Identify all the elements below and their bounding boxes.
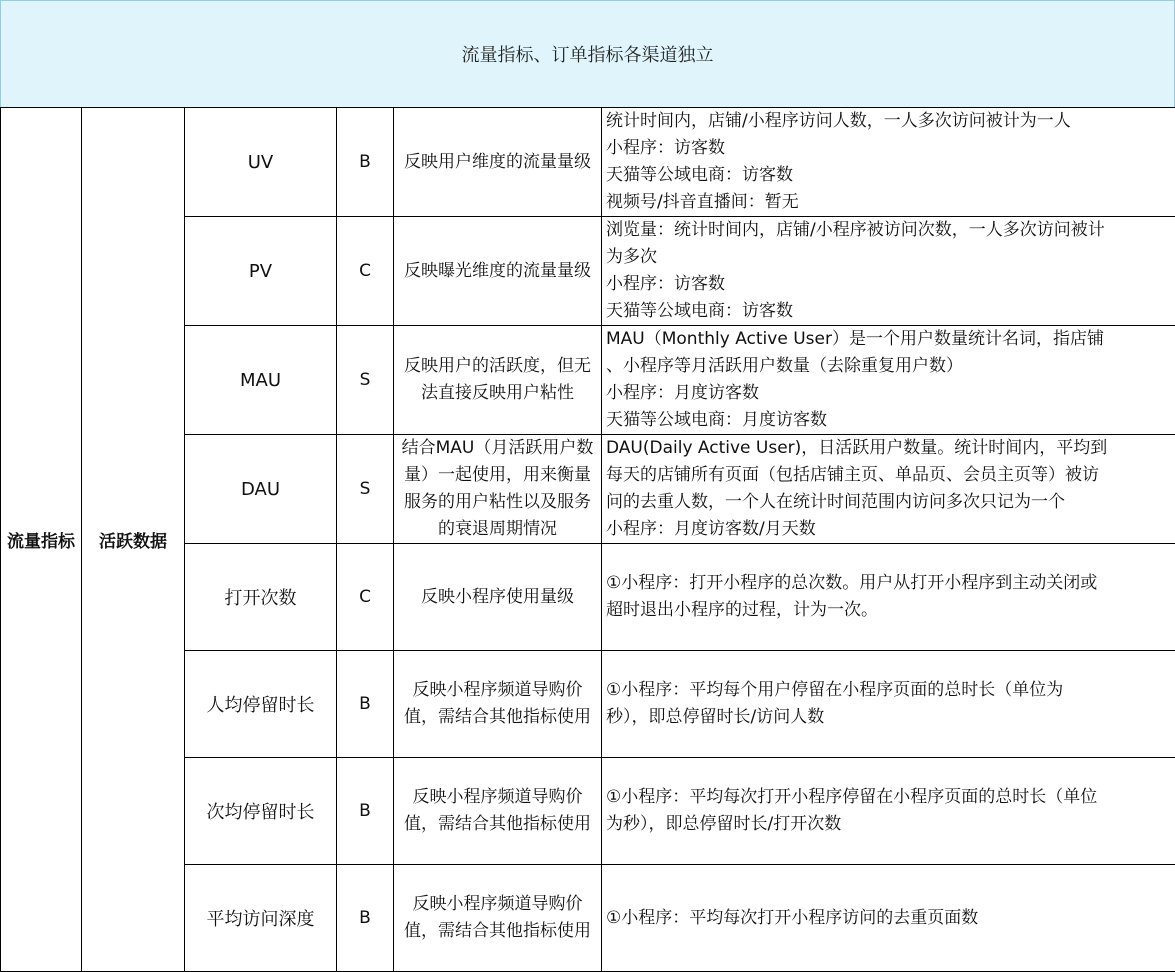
priority-level-cell[interactable]: S xyxy=(337,326,394,435)
definition-line: ①小程序：打开小程序的总次数。用户从打开小程序到主动关闭或 xyxy=(606,570,1171,597)
definition-cell[interactable] xyxy=(602,544,1175,651)
definition-line: MAU（Monthly Active User）是一个用户数量统计名词，指店铺 xyxy=(606,326,1171,353)
priority-level-cell[interactable]: C xyxy=(337,544,394,651)
definition-line: 小程序：月度访客数/月天数 xyxy=(606,516,1171,543)
metric-name-cell[interactable]: MAU xyxy=(185,326,337,435)
definition-line: 小程序：月度访客数 xyxy=(606,380,1171,407)
definition-line: 天猫等公域电商：月度访客数 xyxy=(606,407,1171,434)
definition-line: 浏览量：统计时间内，店铺/小程序被访问次数，一人多次访问被计 xyxy=(606,217,1171,244)
definition-line: 问的去重人数，一个人在统计时间范围内访问多次只记为一个 xyxy=(606,489,1171,516)
meaning-cell[interactable]: 反映曝光维度的流量量级 xyxy=(394,217,602,326)
definition-line: 为多次 xyxy=(606,244,1171,271)
definition-line: 统计时间内，店铺/小程序访问人数，一人多次访问被计为一人 xyxy=(606,108,1171,135)
definition-cell[interactable] xyxy=(602,326,1175,435)
metric-name-cell[interactable]: 人均停留时长 xyxy=(185,651,337,758)
definition-cell[interactable] xyxy=(602,865,1175,972)
definition-line: 超时退出小程序的过程，计为一次。 xyxy=(606,597,1171,624)
definition-cell[interactable] xyxy=(602,758,1175,865)
definition-line: ①小程序：平均每个用户停留在小程序页面的总时长（单位为 xyxy=(606,677,1171,704)
priority-level-cell[interactable]: B xyxy=(337,651,394,758)
metric-name-cell[interactable]: PV xyxy=(185,217,337,326)
metric-name-cell[interactable]: 平均访问深度 xyxy=(185,865,337,972)
definition-line: 天猫等公域电商：访客数 xyxy=(606,298,1171,325)
meaning-cell[interactable]: 反映小程序频道导购价值，需结合其他指标使用 xyxy=(394,651,602,758)
priority-level-cell[interactable]: C xyxy=(337,217,394,326)
priority-level-cell[interactable]: B xyxy=(337,108,394,217)
definition-line: 、小程序等月活跃用户数量（去除重复用户数） xyxy=(606,353,1171,380)
meaning-cell[interactable]: 反映小程序频道导购价值，需结合其他指标使用 xyxy=(394,758,602,865)
definition-line: 秒），即总停留时长/访问人数 xyxy=(606,704,1171,731)
meaning-cell[interactable]: 反映用户的活跃度，但无法直接反映用户粘性 xyxy=(394,326,602,435)
definition-cell[interactable] xyxy=(602,651,1175,758)
meaning-cell[interactable]: 反映小程序频道导购价值，需结合其他指标使用 xyxy=(394,865,602,972)
definition-line: 天猫等公域电商：访客数 xyxy=(606,162,1171,189)
definition-line: ①小程序：平均每次打开小程序停留在小程序页面的总时长（单位 xyxy=(606,784,1171,811)
metric-name-cell[interactable]: 打开次数 xyxy=(185,544,337,651)
metrics-table xyxy=(0,107,1175,972)
meaning-cell[interactable]: 结合MAU（月活跃用户数量）一起使用，用来衡量服务的用户粘性以及服务的衰退周期情况 xyxy=(394,435,602,544)
subcategory-cell[interactable]: 活跃数据 xyxy=(82,108,185,972)
meaning-cell[interactable]: 反映用户维度的流量量级 xyxy=(394,108,602,217)
header-title: 流量指标、订单指标各渠道独立 xyxy=(462,41,714,67)
merged-header-cell[interactable] xyxy=(0,0,1175,108)
definition-line: 每天的店铺所有页面（包括店铺主页、单品页、会员主页等）被访 xyxy=(606,462,1171,489)
category-cell[interactable]: 流量指标 xyxy=(1,108,82,972)
definition-line: 小程序：访客数 xyxy=(606,271,1171,298)
definition-line: 为秒），即总停留时长/打开次数 xyxy=(606,811,1171,838)
meaning-cell[interactable]: 反映小程序使用量级 xyxy=(394,544,602,651)
definition-line: DAU(Daily Active User)，日活跃用户数量。统计时间内，平均到 xyxy=(606,435,1171,462)
metric-name-cell[interactable]: DAU xyxy=(185,435,337,544)
definition-cell[interactable] xyxy=(602,435,1175,544)
definition-cell[interactable] xyxy=(602,108,1175,217)
definition-line: ①小程序：平均每次打开小程序访问的去重页面数 xyxy=(606,905,1171,932)
priority-level-cell[interactable]: B xyxy=(337,865,394,972)
definition-line: 视频号/抖音直播间：暂无 xyxy=(606,189,1171,216)
priority-level-cell[interactable]: S xyxy=(337,435,394,544)
metric-name-cell[interactable]: UV xyxy=(185,108,337,217)
definition-cell[interactable] xyxy=(602,217,1175,326)
table-row xyxy=(1,108,1175,217)
metric-name-cell[interactable]: 次均停留时长 xyxy=(185,758,337,865)
definition-line: 小程序：访客数 xyxy=(606,135,1171,162)
priority-level-cell[interactable]: B xyxy=(337,758,394,865)
